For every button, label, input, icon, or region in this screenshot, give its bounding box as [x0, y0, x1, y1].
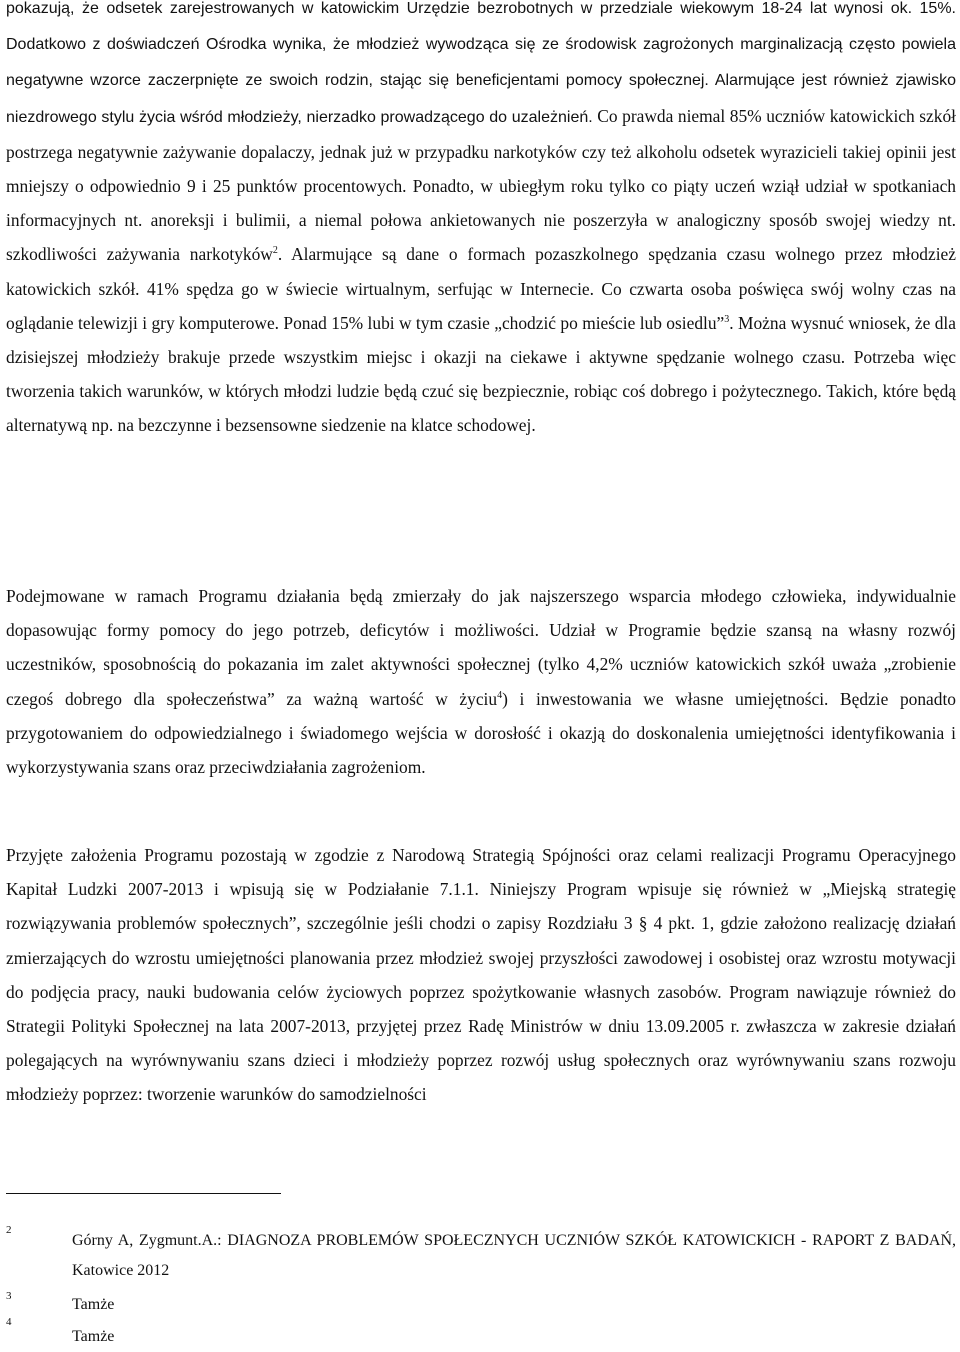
paragraph-segment: Co prawda niemal 85% uczniów katowickich szkół postrzega negatywnie zażywanie dopalaczy, jednak już w przypadku narkotyków czy też alkoholu odsetek wyrazicieli takiej opinii jest mniejszy o odpowiednio 9 i 25 punktów procentowych. Ponadto, w ubiegłym roku tylko co piąty uczeń wziął udział w spotkaniach informacyjnych nt. anoreksji i bulimii, a niemal połowa ankietowanych nie poszerzyła w analogiczny sposób swojej wiedzy nt. szkodliwości zażywania narkotyków — [6, 105, 956, 265]
paragraph-segment: . Można wysnuć wniosek, że dla dzisiejszej młodzieży brakuje przede wszystkim miejsc i okazji na ciekawe i aktywne spędzanie wolnego czasu. Potrzeba więc tworzenia takich warunków, w których młodzi ludzie będą czuć się bezpiecznie, robiąc coś dobrego i pożytecznego. Takich, które będą alternatywą np. na bezczynne i bezsensowne siedzenie na klatce schodowej. — [6, 312, 956, 436]
footnote-ref-4[interactable]: 4 — [497, 689, 503, 701]
paragraph-segment: ) i inwestowania we własne umiejętności. Będzie ponadto przygotowaniem do odpowiedzialnego i świadomego wejścia w dorosłość i okazją do doskonalenia umiejętności identyfikowania i wykorzystywania szans oraz przeciwdziałania zagrożeniom. — [6, 688, 956, 778]
footnote-text: Tamże — [72, 1296, 115, 1313]
footnote-text: Górny A, Zygmunt.A.: DIAGNOZA PROBLEMÓW SPOŁECZNYCH UCZNIÓW SZKÓŁ KATOWICKICH - RAPORT Z BADAŃ, Katowice 2012 — [72, 1232, 956, 1279]
footnote-number: 3 — [6, 1290, 12, 1302]
footnote-number: 2 — [6, 1224, 12, 1236]
footnote-ref-3[interactable]: 3 — [724, 313, 730, 325]
footnote-text: Tamże — [72, 1328, 115, 1345]
footnote-ref-2[interactable]: 2 — [272, 245, 278, 257]
footnote-number: 4 — [6, 1316, 12, 1328]
paragraph-program-actions — [6, 579, 956, 784]
paragraph-program-alignment: Przyjęte założenia Programu pozostają w zgodzie z Narodową Strategią Spójności oraz celami realizacji Programu Operacyjnego Kapitał Ludzki 2007-2013 i wpisują się w Podziałanie 7.1.1. Niniejszy Program wpisuje się również w „Miejską strategię rozwiązywania problemów społecznych”, szczególnie jeśli chodzi o zapisy Rozdziału 3 § 4 pkt. 1, gdzie założono realizację działań zmierzających do wzrostu umiejętności planowania przez młodzież swojej przyszłości zawodowej i osobistej oraz wzrostu motywacji do podjęcia pracy, nauki budowania celów życiowych poprzez spożytkowanie własnych zasobów. Program nawiązuje również do Strategii Polityki Społecznej na lata 2007-2013, przyjętej przez Radę Ministrów w dniu 13.09.2005 r. zwłaszcza w zakresie działań polegających na wyrównywaniu szans dzieci i młodzieży poprzez rozwój usług społecznych oraz wyrównywaniu szans rozwoju młodzieży poprzez: tworzenie warunków do samodzielności — [6, 845, 956, 1105]
paragraph-segment: Podejmowane w ramach Programu działania będą zmierzały do jak najszerszego wsparcia młodego człowieka, indywidualnie dopasowując formy pomocy do jego potrzeb, deficytów i możliwości. Udział w Programie będzie szansą na własny rozwój uczestników, sposobnością do pokazania im zalet aktywności społecznej (tylko 4,2% uczniów katowickich szkół uważa „zrobienie czegoś dobrego dla społeczeństwa” za ważną wartość w życiu — [6, 586, 956, 709]
paragraph-segment: . Alarmujące są dane o formach pozaszkolnego spędzania czasu wolnego przez młodzież katowickich szkół. 41% spędza go w świecie wirtualnym, serfując w Internecie. Co czwarta osoba poświęca swój wolny czas na oglądanie telewizji i gry komputerowe. Ponad 15% lubi w tym czasie „chodzić po mieście lub osiedlu” — [6, 244, 956, 333]
footnote-separator — [6, 1193, 281, 1194]
paragraph-youth-risks — [6, 0, 956, 443]
paragraph-segment: pokazują, że odsetek zarejestrowanych w katowickim Urzędzie bezrobotnych w przedziale wiekowym 18-24 lat wynosi ok. 15%. Dodatkowo z doświadczeń Ośrodka wynika, że młodzież wywodząca się ze środowisk zagrożonych marginalizacją często powiela negatywne wzorce zaczerpnięte ze swoich rodzin, stając się beneficjentami pomocy społecznej. Alarmujące jest również zjawisko niezdrowego stylu życia wśród młodzieży, nierzadko prowadzącego do uzależnień. — [6, 0, 956, 126]
